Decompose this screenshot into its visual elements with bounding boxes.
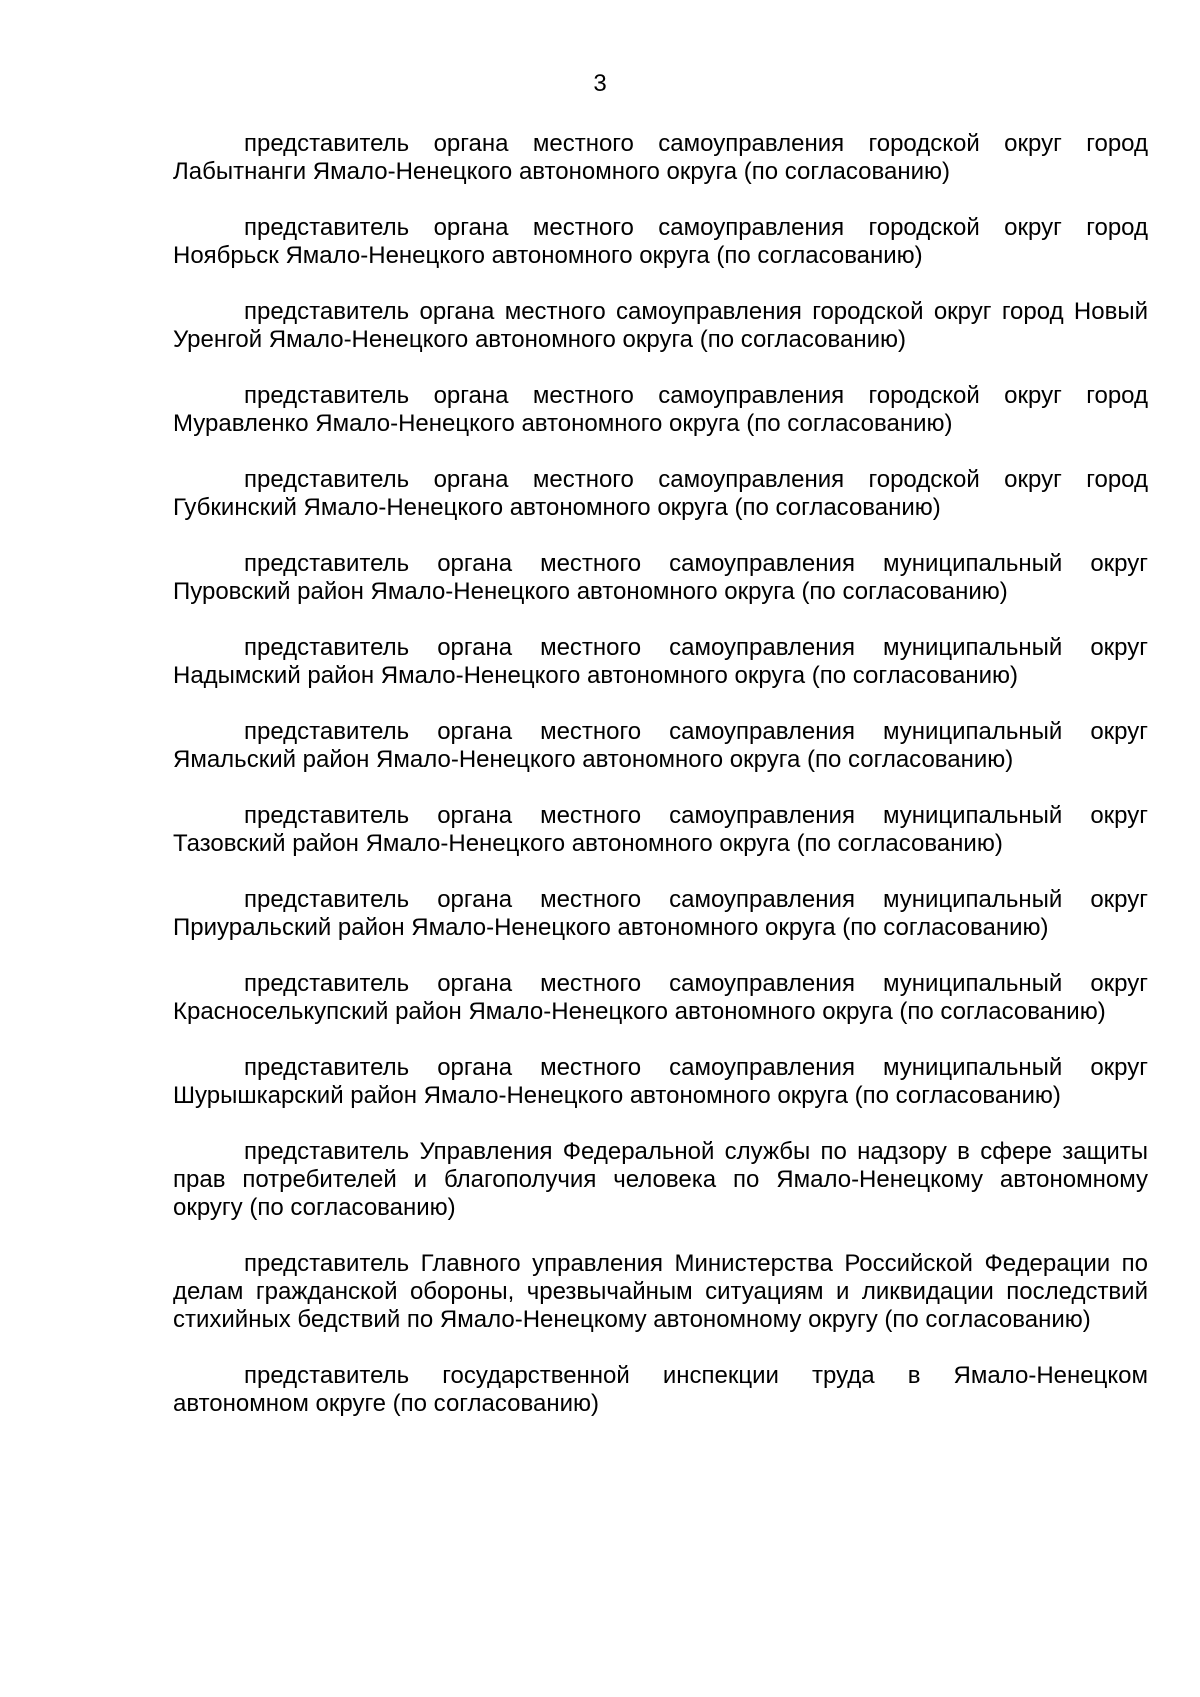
member-paragraph: представитель органа местного самоуправления муниципальный округ Пуровский район Ямало-Ненецкого автономного округа (по согласованию) <box>173 550 1148 605</box>
member-paragraph: представитель органа местного самоуправления муниципальный округ Шурышкарский район Ямало-Ненецкого автономного округа (по согласованию) <box>173 1054 1148 1109</box>
member-paragraph: представитель органа местного самоуправления городской округ город Лабытнанги Ямало-Ненецкого автономного округа (по согласованию) <box>173 130 1148 185</box>
member-paragraph: представитель Управления Федеральной службы по надзору в сфере защиты прав потребителей и благополучия человека по Ямало-Ненецкому автономному округу (по согласованию) <box>173 1138 1148 1221</box>
member-paragraph: представитель органа местного самоуправления городской округ город Муравленко Ямало-Ненецкого автономного округа (по согласованию) <box>173 382 1148 437</box>
member-paragraph: представитель органа местного самоуправления муниципальный округ Приуральский район Ямало-Ненецкого автономного округа (по согласованию) <box>173 886 1148 941</box>
member-paragraph: представитель органа местного самоуправления городской округ город Ноябрьск Ямало-Ненецкого автономного округа (по согласованию) <box>173 214 1148 269</box>
member-paragraph: представитель органа местного самоуправления муниципальный округ Надымский район Ямало-Ненецкого автономного округа (по согласованию) <box>173 634 1148 689</box>
member-paragraph: представитель государственной инспекции труда в Ямало-Ненецком автономном округе (по согласованию) <box>173 1362 1148 1417</box>
member-paragraph: представитель Главного управления Министерства Российской Федерации по делам гражданской обороны, чрезвычайным ситуациям и ликвидации последствий стихийных бедствий по Ямало-Ненецкому автономному округу (по согласованию) <box>173 1250 1148 1333</box>
member-paragraph: представитель органа местного самоуправления городской округ город Губкинский Ямало-Ненецкого автономного округа (по согласованию) <box>173 466 1148 521</box>
member-paragraph: представитель органа местного самоуправления муниципальный округ Красноселькупский район Ямало-Ненецкого автономного округа (по согласованию) <box>173 970 1148 1025</box>
member-paragraph: представитель органа местного самоуправления муниципальный округ Ямальский район Ямало-Ненецкого автономного округа (по согласованию) <box>173 718 1148 773</box>
member-paragraph: представитель органа местного самоуправления муниципальный округ Тазовский район Ямало-Ненецкого автономного округа (по согласованию) <box>173 802 1148 857</box>
member-list <box>173 130 1148 1446</box>
member-paragraph: представитель органа местного самоуправления городской округ город Новый Уренгой Ямало-Ненецкого автономного округа (по согласованию) <box>173 298 1148 353</box>
page-number: 3 <box>593 70 607 97</box>
